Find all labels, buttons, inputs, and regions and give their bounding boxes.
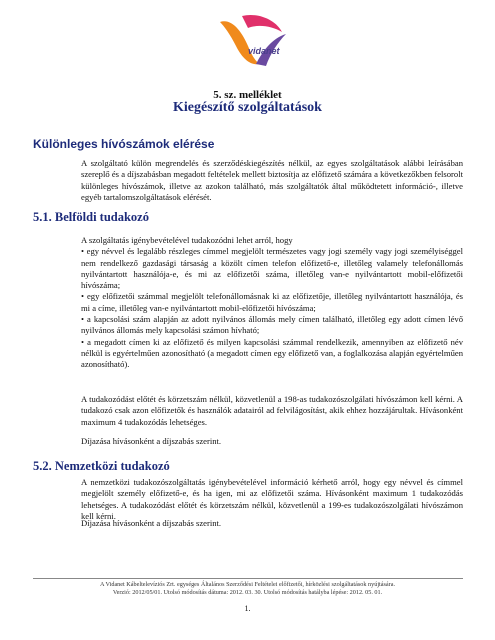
page-number: 1. [244, 604, 251, 613]
footer-line-1: A Vidanet Kábeltelevíziós Zrt. egységes Általános Szerződési Feltételei előfizetői, hírközlési szolgáltatások nyújtására. [99, 581, 396, 588]
list-item: • egy előfizetői számmal megjelölt telefonállomásnak ki az előfizetője, illetőleg nyilvántartott használója, és mi a címe, illetőleg van-e nyilvántartott mobil-előfizetői hívószáma; [81, 291, 463, 313]
logo-wordmark: vidanet [248, 46, 280, 56]
section-heading-special-numbers: Különleges hívószámok elérése [33, 137, 215, 151]
footer-divider [33, 578, 463, 579]
international-pricing-paragraph: Díjazása hívásonként a díjszabás szerint. [81, 518, 222, 528]
domestic-directory-body [81, 235, 463, 371]
section-heading-international-directory: 5.2. Nemzetközi tudakozó [33, 459, 170, 473]
list-item: • egy névvel és legalább részleges címmel megjelölt természetes vagy jogi személy vagy jogi személyiséggel nem rendelkező gazdasági társaság a közölt címen telefon előfizető-e, illetőleg valamely telefonállomás nyilvántartott használója-e, és mi az előfizetői száma, illetőleg van-e nyilvántartott mobil-előfizetői hívószáma; [81, 246, 463, 291]
list-item: • a megadott címen ki az előfizető és milyen kapcsolási számmal rendelkezik, amennyiben az előfizető név nélkül is egyértelműen azonosítható (a megadott címen egy előfizető van, a foglalkozása alapján egyértelműen azonosítható). [81, 336, 463, 370]
domestic-dialing-paragraph: A tudakozódást előtét és körzetszám nélkül, közvetlenül a 198-as tudakozószolgálati hívószámon kell kérni. A tudakozó csak azon előfizetők és használók adatairól ad felvilágosítást, akik ehhez hozzájárultak. Hívásonként maximum 4 tudakozódás lehetséges. [81, 394, 463, 427]
footer-line-2: Verzió: 2012/05/01. Utolsó módosítás dátuma: 2012. 03. 30. Utolsó módosítás hatályba lépése: 2012. 05. 01. [112, 589, 383, 596]
international-directory-paragraph: A nemzetközi tudakozószolgáltatás igénybevételével információ kérhető arról, hogy egy névvel és címmel megjelölt személy előfizető-e, és ha igen, mi az előfizetői száma. Hívásonként maximum 1 tudakozódás lehetséges. A tudakozódást előtét és körzetszám nélkül, közvetlenül a 199-es tudakozószolgálati hívószámon kell kérni. [81, 477, 463, 521]
domestic-intro: A szolgáltatás igénybevételével tudakozódni lehet arról, hogy [81, 235, 293, 245]
vidanet-logo [212, 12, 296, 74]
list-item: • a kapcsolási szám alapján az adott nyilvános állomás mely címen található, illetőleg egy adott címen lévő nyilvános állomás mely kapcsolási számon hívható; [81, 314, 463, 336]
page-title: Kiegészítő szolgáltatások [173, 100, 322, 115]
domestic-pricing-paragraph: Díjazása hívásonként a díjszabás szerint. [81, 436, 222, 446]
section-heading-domestic-directory: 5.1. Belföldi tudakozó [33, 210, 149, 224]
annex-label: 5. sz. melléklet [213, 89, 282, 101]
special-numbers-paragraph: A szolgáltató külön megrendelés és szerződéskiegészítés nélkül, az egyes szolgáltatások alábbi leírásában szereplő és a díjszabásban megadott feltételek mellett biztosítja az előfizető számára a következőkben felsorolt különleges hívószámok, illetve az azokon található, más szolgáltatók által működtetett információ-, illetve egyéb tartalomszolgáltatások elérését. [81, 158, 463, 202]
